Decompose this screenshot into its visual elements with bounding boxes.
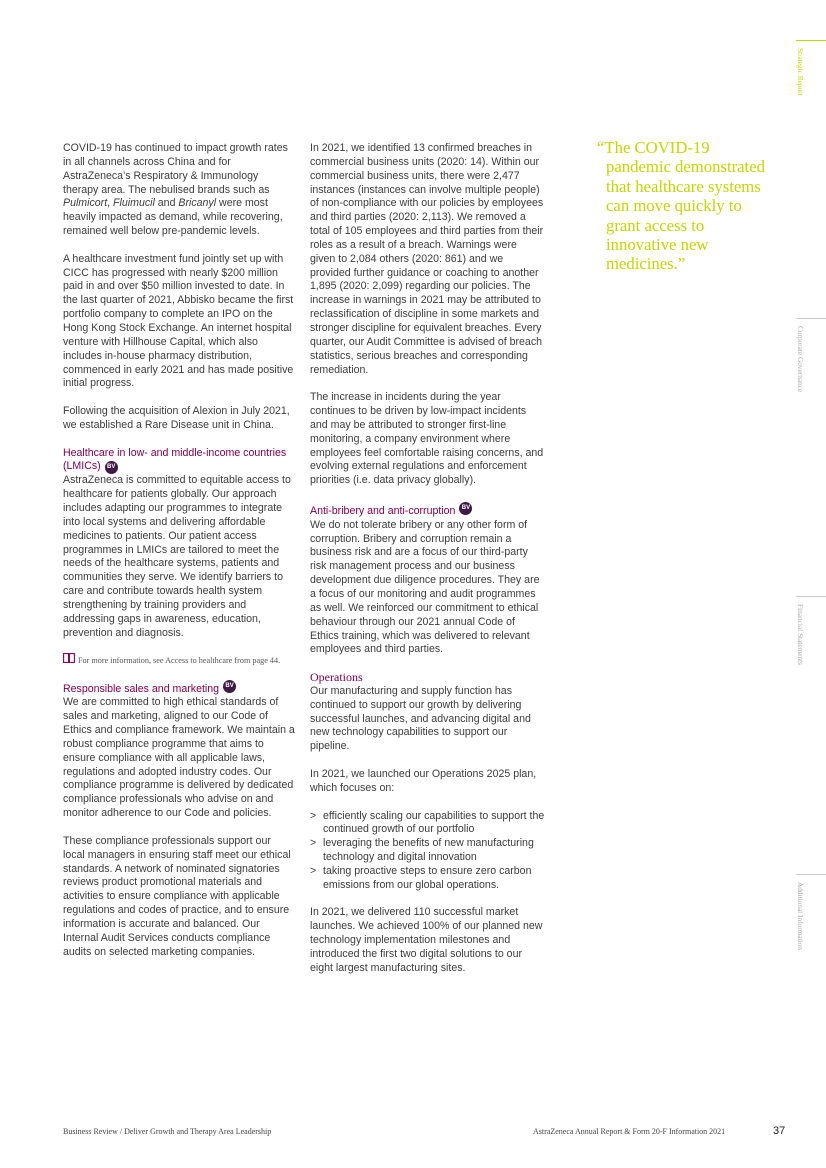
- close-quote-mark: ”: [677, 254, 686, 274]
- paragraph-rare-disease: Following the acquisition of Alexion in July 2021, we established a Rare Disease unit in China.: [63, 405, 290, 431]
- footer-publication: AstraZeneca Annual Report & Form 20-F Information 2021: [533, 1127, 726, 1136]
- cross-reference-text: For more information, see Access to healthcare from page 44.: [78, 655, 281, 665]
- paragraph-anti-bribery: We do not tolerate bribery or any other form of corruption. Bribery and corruption remain a business risk and are a focus of our third-party risk management process and our business development due diligence procedures. They are a focus of our monitoring and audit programmes as well. We reinforced our commitment to ethical behaviour through our 2021 annual Code of Ethics training, which was delivered to relevant employees and third parties.: [310, 518, 540, 656]
- heading-anti-bribery: Anti-bribery and anti-corruption BV: [310, 502, 545, 519]
- paragraph-sales-standards: We are committed to high ethical standards of sales and marketing, aligned to our Code of Ethics and compliance framework. We maintain a robust compliance programme that aims to ensure compliance with all applicable laws, regulations and adopted industry codes. Our compliance programme is delivered by dedicated compliance professionals who advise on and monitor adherence to our Code and policies.: [63, 696, 295, 820]
- paragraph-launches: In 2021, we delivered 110 successful market launches. We achieved 100% of our planned new technology implementation milestones and introduced the first two digital solutions to our eight largest manufacturing sites.: [310, 906, 543, 974]
- bv-badge: BV: [223, 680, 236, 693]
- tab-divider: [796, 318, 826, 319]
- pull-quote-text: The COVID-19 pandemic demonstrated that healthcare systems can move quickly to grant access to innovative new medicines.: [604, 138, 765, 274]
- brand-name: Bricanyl: [178, 197, 217, 210]
- paragraph-investment-fund: A healthcare investment fund jointly set up with CICC has progressed with nearly $200 million paid in and over $50 million invested to date. In the last quarter of 2021, Abbisko became the first portfolio company to complete an IPO on the Hong Kong Stock Exchange. An internet hospital venture with Hillhouse Capital, which also includes in-house pharmacy distribution, commenced in early 2021 and has made positive initial progress.: [63, 252, 294, 390]
- heading-operations: Operations: [310, 670, 363, 685]
- pull-quote: [597, 138, 776, 274]
- cross-reference[interactable]: [63, 655, 295, 666]
- bullet-marker: >: [310, 809, 317, 822]
- tab-divider: [796, 596, 826, 597]
- open-quote-mark: “: [597, 138, 605, 157]
- heading-lmics: Healthcare in low- and middle-income countries (LMICs) BV: [63, 446, 287, 473]
- paragraph-operations: Our manufacturing and supply function has continued to support our growth by delivering successful launches, and advancing digital and new technology capabilities to support our pipeline.: [310, 684, 531, 753]
- footer-breadcrumb: Business Review / Deliver Growth and Therapy Area Leadership: [63, 1127, 272, 1136]
- brand-name: Pulmicort: [63, 197, 108, 210]
- paragraph-breaches: In 2021, we identified 13 confirmed breaches in commercial business units (2020: 14). Within our commercial business units, there were 2,477 instances (instances can involve multiple people) of non-compliance with our policies by employees and third parties (2020: 2,113). We removed a total of 105 employees and third parties from their roles as a result of a breach. Warnings were given to 2,084 others (2020: 861) and we provided further guidance or coaching to another 1,895 (2020: 2,099) regarding our policies. The increase in warnings in 2021 may be attributed to reclassification of discipline in some markets and stronger discipline for equivalent breaches. Every quarter, our Audit Committee is advised of breach statistics, serious breaches and corresponding remediation.: [310, 142, 544, 376]
- tab-label: Additional Information: [796, 882, 805, 950]
- list-item: > taking proactive steps to ensure zero carbon emissions from our global operations.: [310, 864, 532, 891]
- bullet-marker: >: [310, 837, 317, 850]
- paragraph-incidents: The increase in incidents during the year continues to be driven by low-impact incidents and may be attributed to stronger first-line monitoring, a company environment where employees feel comfortable raising concerns, and evolving external regulations and enforcement priorities (i.e. data privacy globally).: [310, 391, 544, 487]
- tab-label: Strategic Report: [796, 48, 805, 96]
- list-item: > efficiently scaling our capabilities to support the continued growth of our portfolio: [310, 809, 545, 836]
- page-number: 37: [773, 1125, 786, 1137]
- paragraph-china-covid: COVID-19 has continued to impact growth rates in all channels across China and for AstraZeneca’s Respiratory & Immunology therapy area. The nebulised brands such as Pulmicort, Fluimucil and Bricanyl were most heavily impacted as demand, while recovering, remained well below pre-pandemic levels.: [63, 142, 288, 238]
- bullet-marker: >: [310, 864, 317, 877]
- text-column-left: [63, 142, 295, 973]
- paragraph-compliance-professionals: These compliance professionals support our local managers in ensuring staff meet our ethical standards. A network of nominated signatories reviews product promotional materials and activities to ensure compliance with applicable regulations and codes of practice, and to ensure information is accurate and balanced. Our Internal Audit Services conducts compliance audits on selected marketing companies.: [63, 834, 291, 958]
- tab-label: Corporate Governance: [796, 326, 805, 393]
- book-icon: [63, 653, 75, 666]
- list-item: > leveraging the benefits of new manufacturing technology and digital innovation: [310, 837, 534, 864]
- bv-badge: BV: [105, 461, 118, 474]
- tab-divider: [796, 874, 826, 875]
- tab-divider: [796, 40, 826, 41]
- bv-badge: BV: [459, 502, 472, 515]
- heading-responsible-sales: Responsible sales and marketing BV: [63, 680, 295, 697]
- paragraph-lmics: AstraZeneca is committed to equitable access to healthcare for patients globally. Our approach includes adapting our programmes to integrate into local systems and delivering affordable medicines to patients. Our patient access programmes in LMICs are tailored to meet the needs of the healthcare systems, patients and communities they serve. We identify barriers to care and contribute towards health system strengthening by training providers and addressing gaps in awareness, education, prevention and diagnosis.: [63, 474, 291, 639]
- brand-name: Fluimucil: [113, 197, 155, 210]
- paragraph-operations-2025: In 2021, we launched our Operations 2025 plan, which focuses on:: [310, 767, 537, 794]
- tab-label: Financial Statements: [796, 604, 805, 665]
- text-column-middle: [310, 142, 545, 989]
- operations-bullet-list: [310, 810, 545, 893]
